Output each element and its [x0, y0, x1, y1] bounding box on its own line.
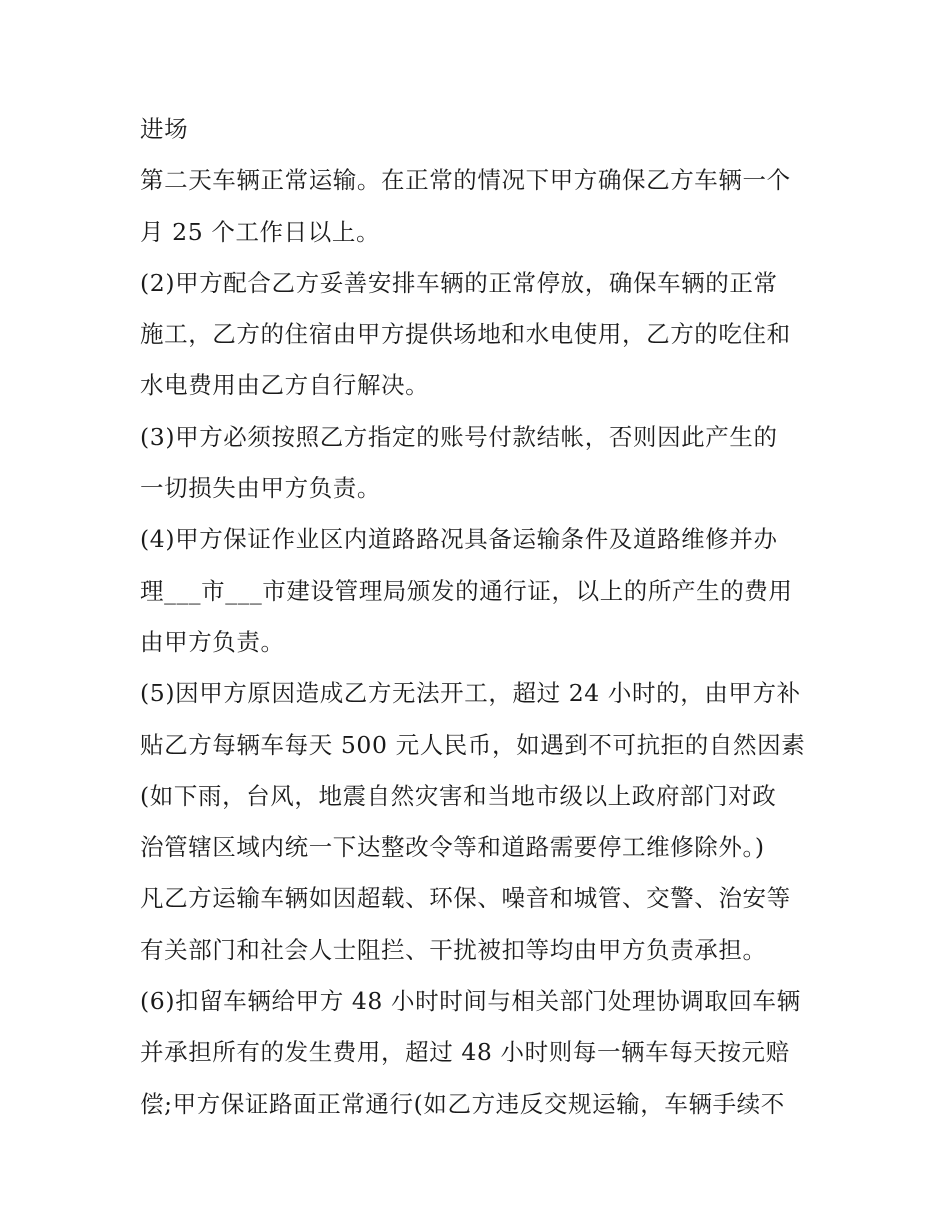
text-line: (如下雨，台风，地震自然灾害和当地市级以上政府部门对政 [140, 781, 777, 810]
text-line: 由甲方负责。 [140, 627, 285, 656]
text-line: 凡乙方运输车辆如因超载、环保、噪音和城管、交警、治安等 [140, 884, 791, 913]
text-line: 治管辖区域内统一下达整改令等和道路需要停工维修除外。) [140, 833, 765, 862]
text-line: (4)甲方保证作业区内道路路况具备运输条件及道路维修并办 [140, 525, 778, 554]
text-line: (2)甲方配合乙方妥善安排车辆的正常停放，确保车辆的正常 [140, 268, 778, 297]
text-line: (3)甲方必须按照乙方指定的账号付款结帐，否则因此产生的 [140, 422, 778, 451]
text-line: 进场 [140, 115, 189, 143]
text-line: 施工，乙方的住宿由甲方提供场地和水电使用，乙方的吃住和 [140, 320, 791, 349]
text-line: 贴乙方每辆车每天 500 元人民币，如遇到不可抗拒的自然因素 [140, 730, 806, 759]
text-line: 并承担所有的发生费用，超过 48 小时则每一辆车每天按元赔 [140, 1038, 790, 1067]
text-line: 水电费用由乙方自行解决。 [140, 371, 430, 400]
text-line: 有关部门和社会人士阻拦、干扰被扣等均由甲方负责承担。 [140, 935, 767, 964]
text-line: 第二天车辆正常运输。在正常的情况下甲方确保乙方车辆一个 [140, 166, 791, 195]
text-line: 偿;甲方保证路面正常通行(如乙方违反交规运输，车辆手续不 [140, 1089, 785, 1118]
text-line: 理___市___市建设管理局颁发的通行证，以上的所产生的费用 [140, 576, 793, 605]
document-body [140, 107, 830, 1133]
text-line: 月 25 个工作日以上。 [140, 217, 381, 246]
text-line: (5)因甲方原因造成乙方无法开工，超过 24 小时的，由甲方补 [140, 679, 801, 708]
text-line: 一切损失由甲方负责。 [140, 474, 381, 503]
text-line: (6)扣留车辆给甲方 48 小时时间与相关部门处理协调取回车辆 [140, 987, 801, 1016]
